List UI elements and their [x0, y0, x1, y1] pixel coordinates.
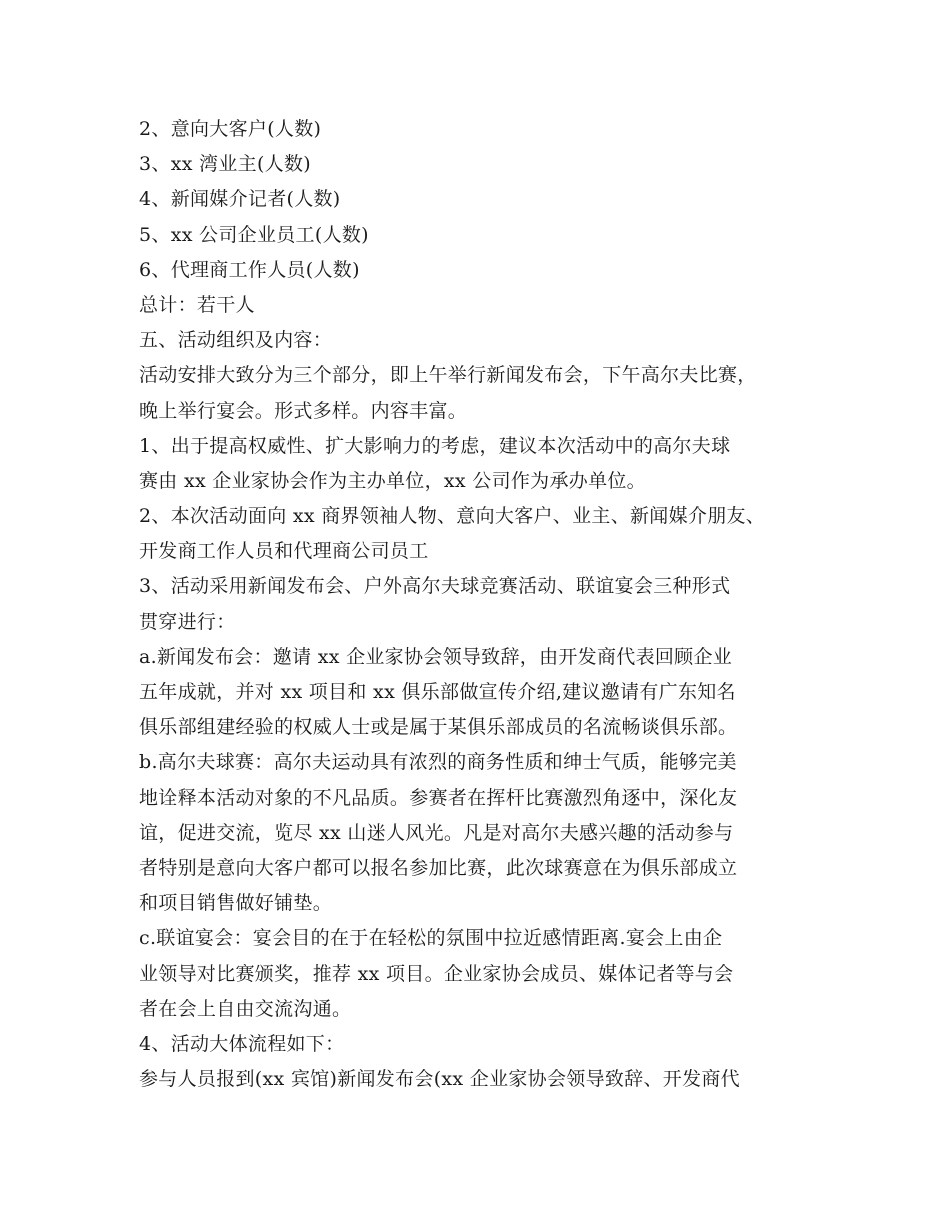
text-line: 俱乐部组建经验的权威人士或是属于某俱乐部成员的名流畅谈俱乐部。: [139, 716, 738, 739]
text-line: b.高尔夫球赛：高尔夫运动具有浓烈的商务性质和绅士气质，能够完美: [139, 751, 737, 774]
text-line: 者特别是意向大客户都可以报名参加比赛，此次球赛意在为俱乐部成立: [139, 856, 738, 879]
text-line: 业领导对比赛颁奖，推荐 xx 项目。企业家协会成员、媒体记者等与会: [139, 962, 734, 985]
text-line: 参与人员报到(xx 宾馆)新闻发布会(xx 企业家协会领导致辞、开发商代: [139, 1068, 740, 1091]
text-line: 谊，促进交流，览尽 xx 山迷人风光。凡是对高尔夫感兴趣的活动参与: [139, 821, 734, 844]
text-line: 2、意向大客户(人数): [139, 118, 322, 140]
text-line: 贯穿进行：: [139, 610, 236, 633]
text-line: 者在会上自由交流沟通。: [139, 997, 352, 1020]
text-line: a.新闻发布会：邀请 xx 企业家协会领导致辞，由开发商代表回顾企业: [139, 645, 733, 668]
text-line: 赛由 xx 企业家协会作为主办单位，xx 公司作为承办单位。: [139, 469, 646, 492]
text-line: 总计：若干人: [139, 293, 255, 316]
text-line: 晚上举行宴会。形式多样。内容丰富。: [139, 399, 468, 422]
text-line: 活动安排大致分为三个部分，即上午举行新闻发布会，下午高尔夫比赛，: [139, 364, 757, 387]
text-line: 5、xx 公司企业员工(人数): [139, 223, 369, 246]
text-line: 3、xx 湾业主(人数): [139, 153, 311, 176]
text-line: 4、新闻媒介记者(人数): [139, 188, 341, 211]
text-line: c.联谊宴会：宴会目的在于在轻松的氛围中拉近感情距离.宴会上由企: [139, 927, 723, 950]
text-line: 4、活动大体流程如下：: [139, 1032, 345, 1055]
document-body: [139, 112, 829, 1097]
text-line: 1、出于提高权威性、扩大影响力的考虑，建议本次活动中的高尔夫球: [139, 434, 731, 457]
text-line: 开发商工作人员和代理商公司员工: [139, 540, 429, 563]
text-line: 五年成就，并对 xx 项目和 xx 俱乐部做宣传介绍,建议邀请有广东知名: [139, 681, 736, 703]
section-heading: 五、活动组织及内容：: [139, 329, 333, 352]
text-line: 6、代理商工作人员(人数): [139, 258, 360, 281]
text-line: 地诠释本活动对象的不凡品质。参赛者在挥杆比赛激烈角逐中，深化友: [139, 786, 738, 809]
text-line: 2、本次活动面向 xx 商界领袖人物、意向大客户、业主、新闻媒介朋友、: [139, 505, 766, 528]
text-line: 和项目销售做好铺垫。: [139, 892, 333, 915]
text-line: 3、活动采用新闻发布会、户外高尔夫球竞赛活动、联谊宴会三种形式: [139, 575, 731, 598]
